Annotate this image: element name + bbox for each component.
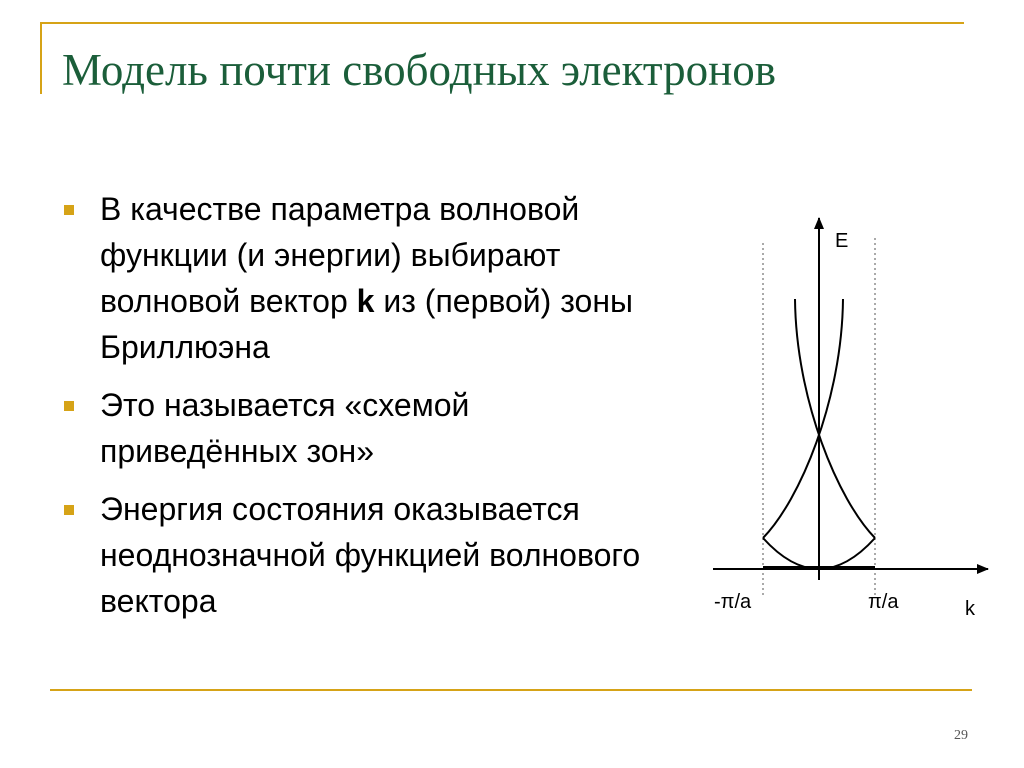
energy-axis-label: E — [835, 230, 849, 252]
bullet-2-text: Это называется «схемой приведённых зон» — [100, 387, 470, 469]
slide-title: Модель почти свободных электронов — [62, 45, 776, 95]
right-boundary-label: π/a — [868, 591, 899, 613]
left-boundary-label: -π/a — [714, 591, 752, 613]
bullet-1-bold-k: k — [356, 283, 375, 319]
bullet-1-text-end: из (первой) зоны Бриллюэна — [100, 283, 633, 365]
right-branch-curve — [795, 299, 875, 538]
wavevector-axis-label: k — [965, 598, 975, 620]
bottom-rule — [50, 689, 972, 691]
bullet-1-text-start: В качестве параметра волновой функции (и энергии) выбирают волновой вектор — [100, 191, 580, 319]
page-number: 29 — [954, 728, 968, 743]
left-branch-curve — [763, 299, 843, 538]
bullet-3-text: Энергия состояния оказывается неоднозначной функцией волнового вектора — [100, 491, 641, 619]
